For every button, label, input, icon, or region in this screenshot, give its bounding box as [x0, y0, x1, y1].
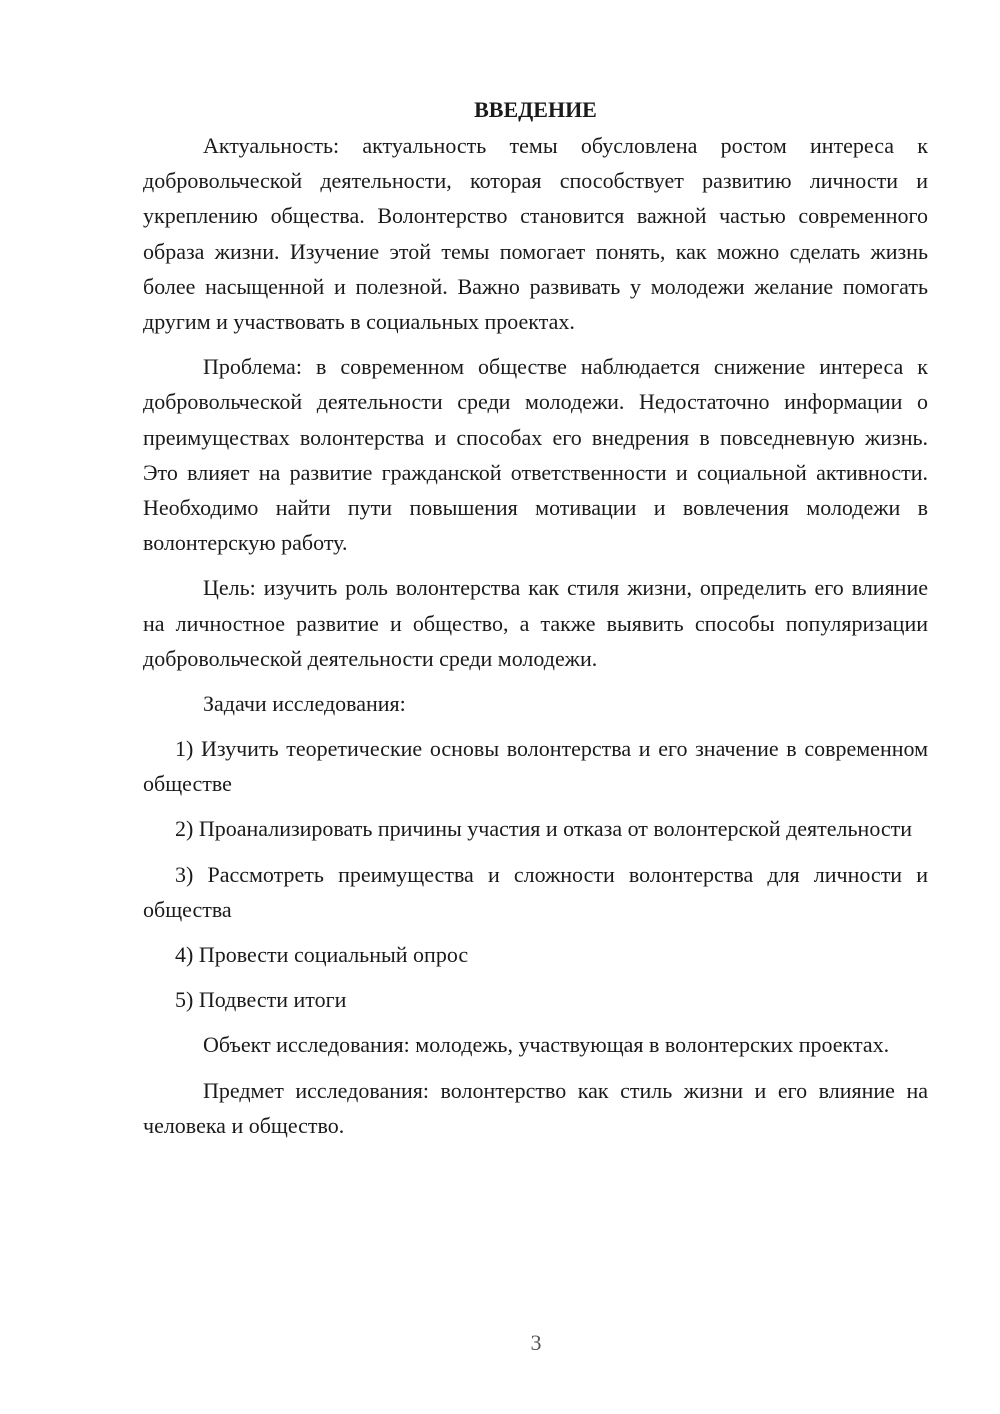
paragraph-subject: Предмет исследования: волонтерство как стиль жизни и его влияние на человека и общество. [143, 1077, 928, 1138]
page-number: 3 [530, 1330, 542, 1355]
paragraph-problem: Проблема: в современном обществе наблюдается снижение интереса к добровольческой деятельности среди молодежи. Недостаточно информации о преимуществах волонтерства и способах его внедрения в повседневную жизнь. Это влияет на развитие гражданской ответственности и социальной активности. Необходимо найти пути повышения мотивации и вовлечения молодежи в волонтерскую работу. [143, 354, 928, 556]
task-item: 3) Рассмотреть преимущества и сложности волонтерства для личности и общества [143, 861, 928, 922]
tasks-heading: Задачи исследования: [203, 691, 406, 717]
document-page [143, 92, 928, 1153]
task-item: 5) Подвести итоги [175, 987, 347, 1013]
paragraph-relevance: Актуальность: актуальность темы обусловлена ростом интереса к добровольческой деятельности, которая способствует развитию личности и укреплению общества. Волонтерство становится важной частью современного образа жизни. Изучение этой темы помогает понять, как можно сделать жизнь более насыщенной и полезной. Важно развивать у молодежи желание помогать другим и участвовать в социальных проектах. [143, 133, 928, 335]
task-item: 1) Изучить теоретические основы волонтерства и его значение в современном обществе [143, 736, 928, 797]
paragraph-object: Объект исследования: молодежь, участвующая в волонтерских проектах. [203, 1032, 890, 1058]
task-item: 4) Провести социальный опрос [175, 942, 469, 968]
task-item: 2) Проанализировать причины участия и отказа от волонтерской деятельности [175, 816, 913, 842]
section-title: ВВЕДЕНИЕ [474, 97, 597, 122]
paragraph-goal: Цель: изучить роль волонтерства как стиля жизни, определить его влияние на личностное развитие и общество, а также выявить способы популяризации добровольческой деятельности среди молодежи. [143, 575, 928, 671]
